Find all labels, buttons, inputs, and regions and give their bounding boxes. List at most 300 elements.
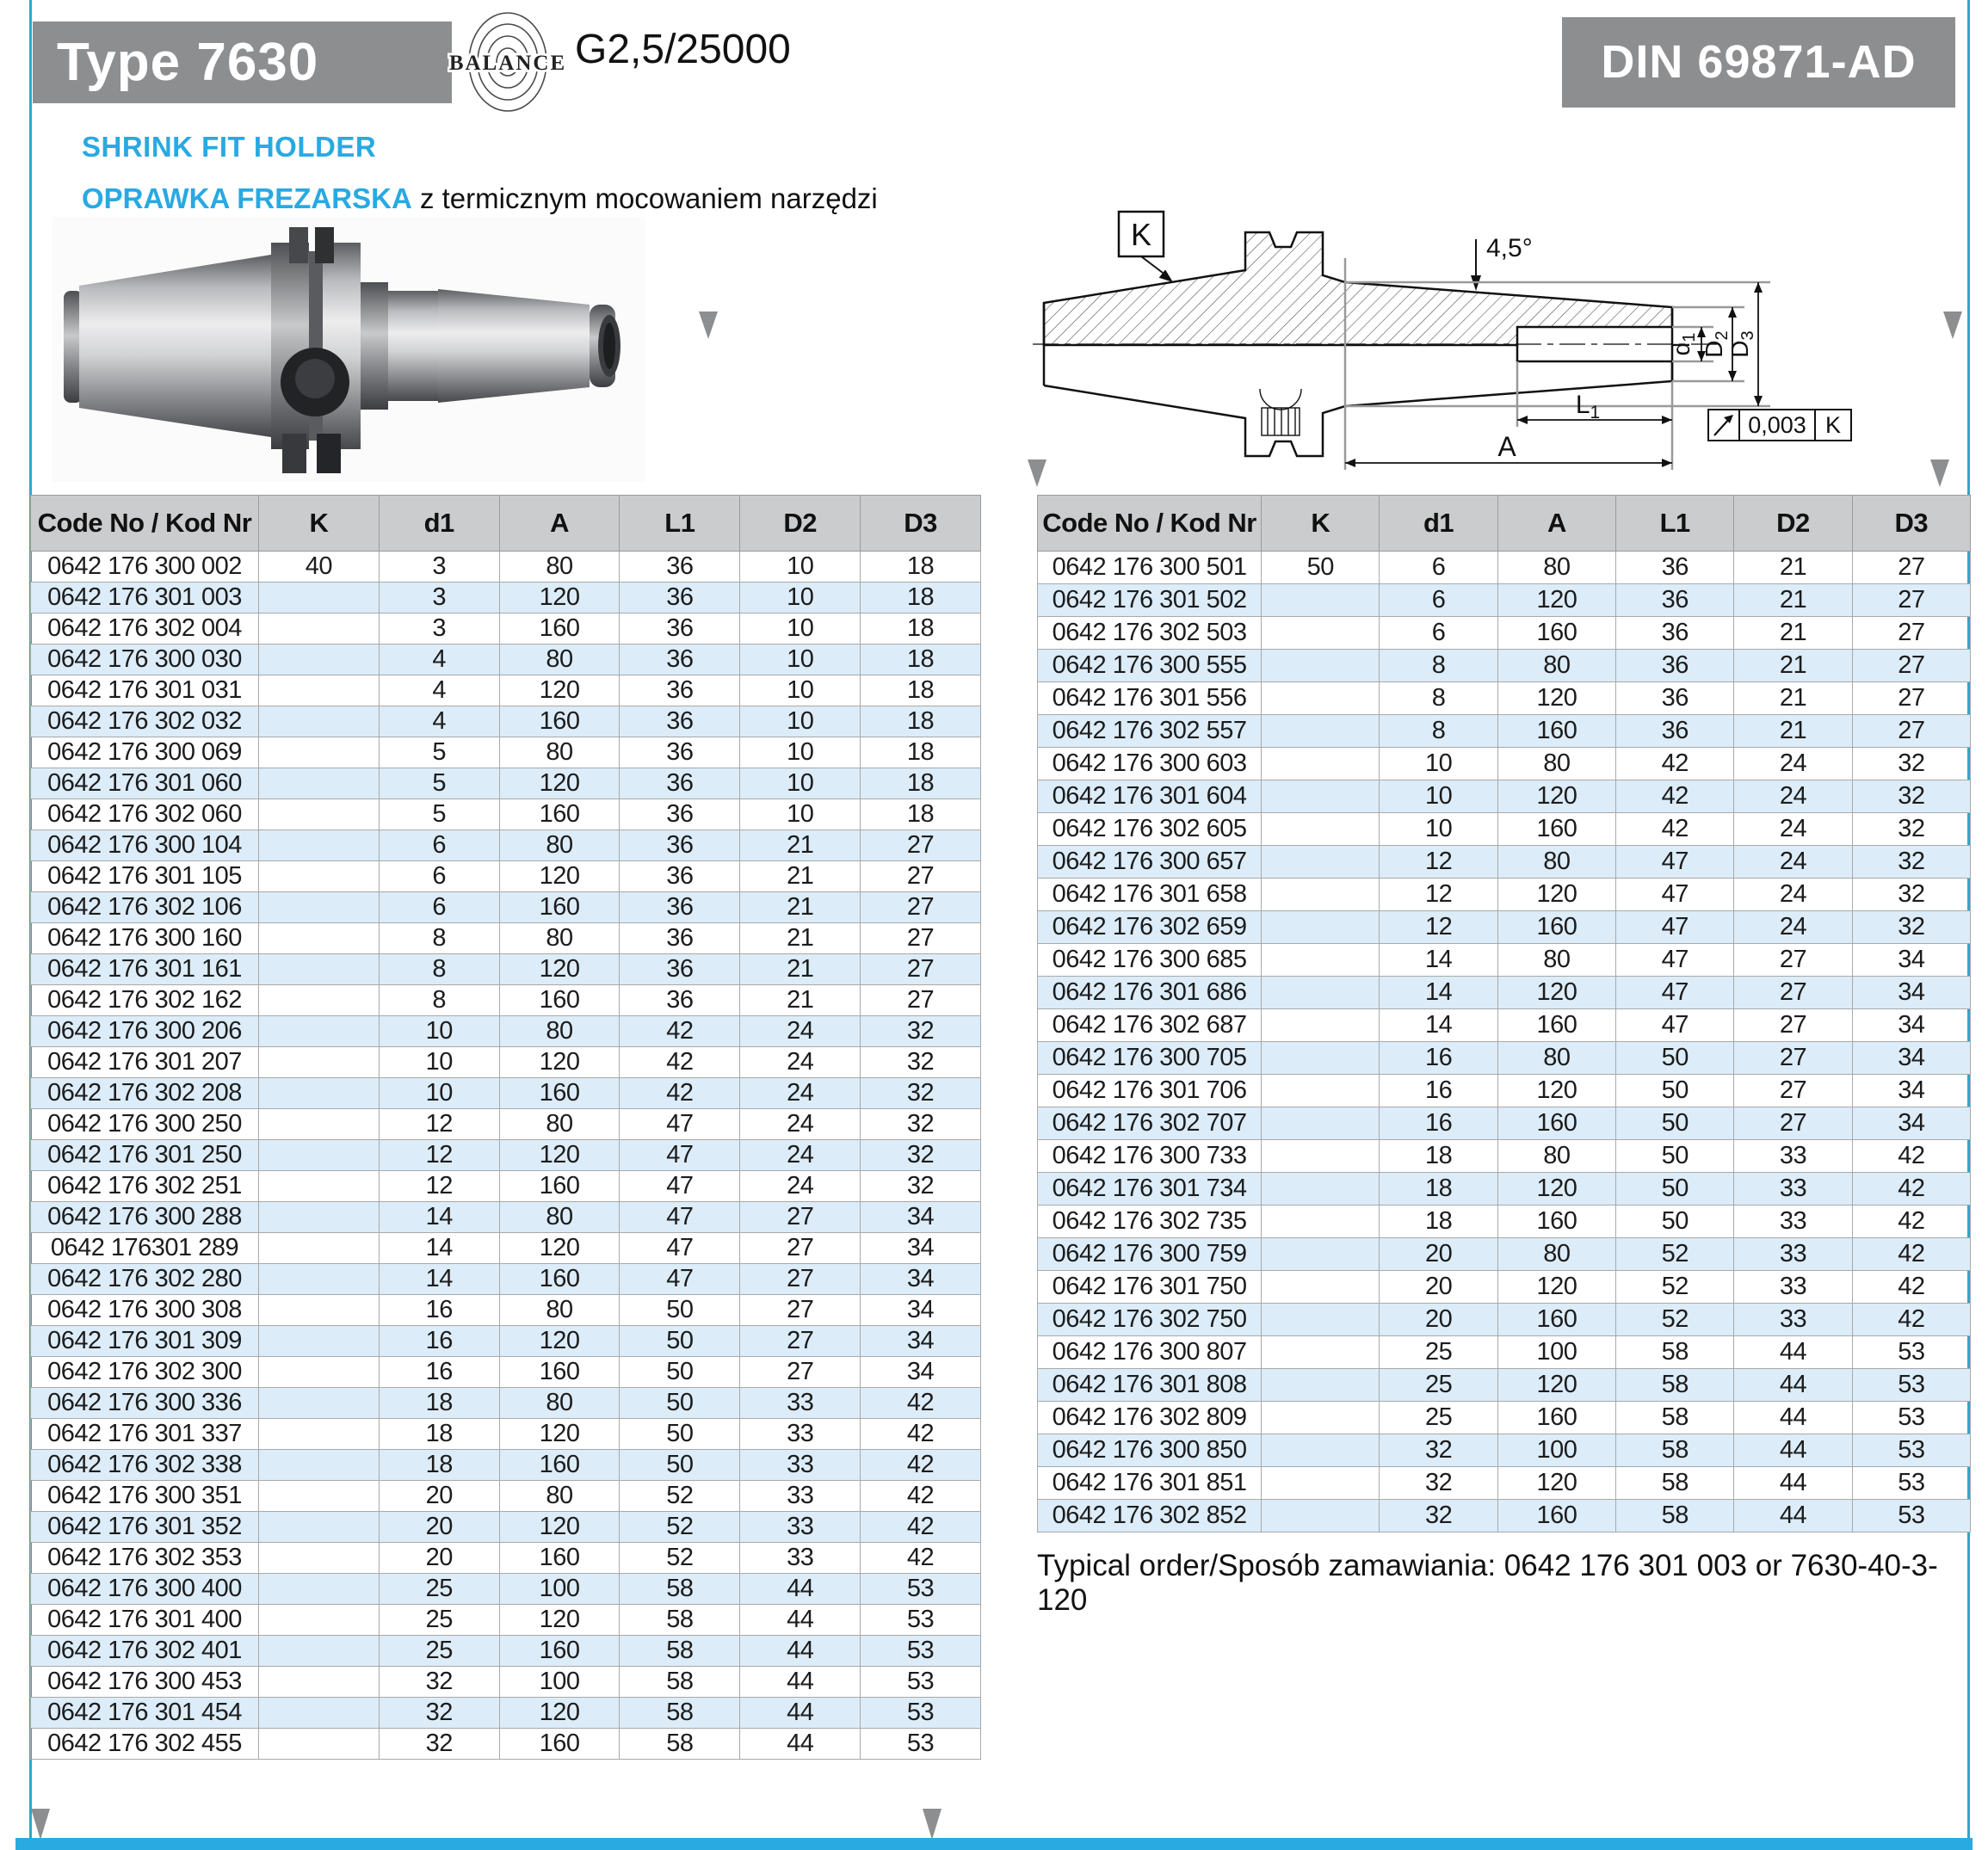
table-cell: 160 — [1497, 1107, 1615, 1140]
table-cell: 27 — [740, 1202, 861, 1233]
table-cell: 160 — [499, 799, 620, 830]
table-row — [31, 552, 981, 583]
table-cell: 0642 176 302 687 — [1038, 1009, 1262, 1042]
column-header: D3 — [861, 496, 981, 552]
table-row — [31, 1016, 981, 1047]
table-cell: 120 — [499, 583, 620, 614]
table-cell: 52 — [1616, 1238, 1734, 1271]
table-cell: 27 — [861, 923, 981, 954]
angle-label: 4,5° — [1486, 234, 1533, 262]
table-row — [31, 1636, 981, 1667]
table-cell: 36 — [620, 737, 740, 768]
table-cell: 21 — [740, 861, 861, 892]
table-cell: 42 — [1852, 1140, 1970, 1173]
column-header: K — [258, 496, 379, 552]
table-cell: 120 — [1497, 977, 1615, 1009]
table-cell: 44 — [1734, 1369, 1852, 1402]
table-row — [31, 737, 981, 768]
table-cell: 0642 176 300 501 — [1038, 552, 1262, 584]
table-cell: 10 — [740, 768, 861, 799]
table-cell — [258, 1295, 379, 1326]
table-cell: 44 — [1734, 1500, 1852, 1532]
table-cell — [1262, 1434, 1380, 1467]
column-header: L1 — [1616, 496, 1734, 552]
table-row — [31, 799, 981, 830]
table-cell: 27 — [1852, 584, 1970, 617]
table-cell: 0642 176 300 705 — [1038, 1042, 1262, 1075]
table-cell: 24 — [740, 1171, 861, 1202]
table-row — [31, 614, 981, 644]
table-cell: 33 — [1734, 1140, 1852, 1173]
table-cell: 14 — [1380, 1009, 1497, 1042]
table-cell — [258, 1481, 379, 1512]
table-cell: 33 — [1734, 1206, 1852, 1238]
table-cell: 8 — [1380, 715, 1497, 748]
column-header: d1 — [379, 496, 499, 552]
table-cell: 0642 176 302 809 — [1038, 1402, 1262, 1434]
table-cell: 47 — [1616, 1009, 1734, 1042]
table-cell: 160 — [1497, 1500, 1615, 1532]
table-cell: 0642 176 301 207 — [31, 1047, 259, 1078]
table-cell: 27 — [1734, 1042, 1852, 1075]
table-cell: 34 — [861, 1326, 981, 1357]
table-cell: 4 — [379, 675, 499, 706]
column-header: Code No / Kod Nr — [31, 496, 259, 552]
table-cell — [1262, 650, 1380, 682]
table-cell: 18 — [861, 799, 981, 830]
table-cell: 10 — [740, 614, 861, 644]
table-cell: 6 — [379, 830, 499, 861]
table-cell: 16 — [379, 1326, 499, 1357]
dim-d2-arrow-bottom — [1728, 371, 1737, 381]
table-cell: 33 — [740, 1512, 861, 1543]
table-cell — [258, 1047, 379, 1078]
table-cell: 58 — [620, 1698, 740, 1729]
table-cell: 32 — [1852, 748, 1970, 780]
table-cell: 34 — [861, 1264, 981, 1295]
table-cell: 0642 176 301 400 — [31, 1605, 259, 1636]
table-cell: 21 — [740, 923, 861, 954]
table-cell: 0642 176 302 208 — [31, 1078, 259, 1109]
column-marker-icon — [699, 311, 718, 339]
table-cell: 44 — [1734, 1434, 1852, 1467]
table-cell: 0642 176 302 004 — [31, 614, 259, 644]
column-marker-icon — [1930, 459, 1949, 487]
table-cell — [1262, 1271, 1380, 1304]
table-cell: 160 — [1497, 1304, 1615, 1336]
table-cell: 42 — [1852, 1238, 1970, 1271]
table-cell: 21 — [1734, 682, 1852, 715]
column-header: Code No / Kod Nr — [1038, 496, 1262, 552]
table-cell: 27 — [1852, 617, 1970, 650]
balance-logo — [448, 7, 568, 123]
table-row — [31, 1326, 981, 1357]
table-cell: 58 — [1616, 1500, 1734, 1532]
table-row — [31, 1233, 981, 1264]
column-marker-icon — [923, 1809, 942, 1840]
table-cell: 53 — [1852, 1500, 1970, 1532]
table-row — [31, 1202, 981, 1233]
table-cell: 12 — [379, 1171, 499, 1202]
table-cell: 0642 176 302 605 — [1038, 813, 1262, 846]
table-cell: 33 — [740, 1450, 861, 1481]
table-cell — [1262, 813, 1380, 846]
table-cell: 12 — [1380, 911, 1497, 944]
table-cell: 53 — [1852, 1336, 1970, 1369]
table-cell: 160 — [499, 614, 620, 644]
table-cell: 120 — [499, 1605, 620, 1636]
table-cell: 27 — [1734, 1075, 1852, 1107]
table-cell: 80 — [499, 923, 620, 954]
table-cell: 6 — [379, 861, 499, 892]
table-cell: 36 — [1616, 584, 1734, 617]
table-cell: 36 — [620, 954, 740, 985]
table-cell: 18 — [861, 583, 981, 614]
table-cell: 0642 176 301 352 — [31, 1512, 259, 1543]
table-cell: 33 — [740, 1388, 861, 1419]
column-header: D3 — [1852, 496, 1970, 552]
table-cell: 120 — [1497, 780, 1615, 813]
table-cell: 0642 176 302 659 — [1038, 911, 1262, 944]
table-cell: 36 — [620, 583, 740, 614]
table-cell: 120 — [499, 1512, 620, 1543]
table-row — [1038, 1140, 1971, 1173]
table-cell: 16 — [1380, 1042, 1497, 1075]
table-cell: 0642 176 300 308 — [31, 1295, 259, 1326]
table-cell: 0642 176 301 031 — [31, 675, 259, 706]
table-cell: 42 — [1852, 1173, 1970, 1206]
table-cell: 27 — [740, 1326, 861, 1357]
table-cell: 21 — [1734, 650, 1852, 682]
table-cell: 10 — [1380, 748, 1497, 780]
table-row — [1038, 715, 1971, 748]
table-cell: 120 — [1497, 584, 1615, 617]
table-cell: 0642 176 300 657 — [1038, 846, 1262, 879]
table-cell: 0642 176 302 162 — [31, 985, 259, 1016]
table-cell: 160 — [499, 1357, 620, 1388]
column-header: L1 — [620, 496, 740, 552]
table-cell: 33 — [1734, 1238, 1852, 1271]
page-footer-bar — [15, 1838, 1973, 1850]
table-cell: 34 — [1852, 1042, 1970, 1075]
table-cell: 44 — [1734, 1336, 1852, 1369]
table-cell: 0642 176 302 503 — [1038, 617, 1262, 650]
table-cell: 80 — [1497, 944, 1615, 977]
table-cell: 0642 176 301 003 — [31, 583, 259, 614]
table-cell: 0642 176 301 750 — [1038, 1271, 1262, 1304]
table-cell: 10 — [379, 1047, 499, 1078]
table-row — [1038, 1467, 1971, 1500]
table-cell: 42 — [620, 1078, 740, 1109]
table-cell: 32 — [1380, 1467, 1497, 1500]
table-cell: 34 — [1852, 944, 1970, 977]
table-cell — [1262, 1500, 1380, 1532]
table-cell: 120 — [1497, 1271, 1615, 1304]
table-cell: 34 — [861, 1295, 981, 1326]
table-cell: 80 — [499, 830, 620, 861]
dim-l1-label: $L_1$ — [1575, 391, 1601, 422]
table-cell — [258, 1171, 379, 1202]
table-row — [1038, 1434, 1971, 1467]
table-row — [31, 644, 981, 675]
table-cell: 0642 176 301 105 — [31, 861, 259, 892]
table-cell: 160 — [499, 1078, 620, 1109]
table-cell: 42 — [1852, 1304, 1970, 1336]
table-cell: 58 — [620, 1636, 740, 1667]
table-cell: 27 — [861, 985, 981, 1016]
table-cell — [258, 1636, 379, 1667]
table-row — [1038, 584, 1971, 617]
table-cell: 21 — [740, 985, 861, 1016]
table-cell — [1262, 1206, 1380, 1238]
table-cell: 32 — [861, 1078, 981, 1109]
table-row — [31, 1512, 981, 1543]
table-cell: 14 — [1380, 944, 1497, 977]
table-cell: 20 — [379, 1512, 499, 1543]
table-cell: 10 — [740, 644, 861, 675]
table-cell: 14 — [379, 1264, 499, 1295]
table-row — [1038, 1075, 1971, 1107]
table-cell: 50 — [1616, 1075, 1734, 1107]
runout-value: 0,003 — [1748, 412, 1806, 438]
table-cell: 0642 176 302 280 — [31, 1264, 259, 1295]
table-cell: 32 — [1380, 1434, 1497, 1467]
table-cell — [1262, 1467, 1380, 1500]
table-cell: 36 — [620, 706, 740, 737]
table-cell: 40 — [258, 552, 379, 583]
table-cell: 47 — [1616, 911, 1734, 944]
table-cell: 36 — [620, 861, 740, 892]
table-cell: 34 — [1852, 1107, 1970, 1140]
table-cell: 50 — [1616, 1042, 1734, 1075]
table-row — [31, 1698, 981, 1729]
table-cell — [258, 1078, 379, 1109]
table-cell: 44 — [740, 1636, 861, 1667]
table-cell — [1262, 617, 1380, 650]
table-row — [1038, 748, 1971, 780]
table-cell: 21 — [740, 954, 861, 985]
table-cell — [1262, 944, 1380, 977]
table-row — [1038, 1336, 1971, 1369]
table-cell: 32 — [379, 1667, 499, 1698]
table-cell — [1262, 977, 1380, 1009]
table-cell: 18 — [861, 768, 981, 799]
table-cell: 120 — [499, 1698, 620, 1729]
table-cell: 27 — [861, 830, 981, 861]
table-cell: 33 — [740, 1481, 861, 1512]
table-cell — [1262, 879, 1380, 911]
table-cell: 27 — [740, 1264, 861, 1295]
table-cell: 80 — [1497, 552, 1615, 584]
table-cell: 160 — [499, 1450, 620, 1481]
table-cell: 58 — [1616, 1336, 1734, 1369]
table-cell: 36 — [620, 923, 740, 954]
table-cell — [258, 892, 379, 923]
table-cell: 6 — [1380, 617, 1497, 650]
table-cell: 44 — [740, 1605, 861, 1636]
table-cell: 8 — [379, 954, 499, 985]
table-cell: 120 — [499, 768, 620, 799]
table-cell: 160 — [1497, 1009, 1615, 1042]
table-cell: 80 — [499, 1295, 620, 1326]
runout-datum: K — [1824, 412, 1842, 438]
table-cell: 0642 176 302 060 — [31, 799, 259, 830]
table-cell: 0642 176 301 604 — [1038, 780, 1262, 813]
table-cell: 18 — [861, 614, 981, 644]
table-cell: 32 — [861, 1140, 981, 1171]
table-row — [31, 1295, 981, 1326]
table-cell: 0642 176 301 851 — [1038, 1467, 1262, 1500]
table-cell: 10 — [740, 799, 861, 830]
technical-drawing — [1028, 207, 1971, 478]
table-cell: 0642 176 302 852 — [1038, 1500, 1262, 1532]
table-cell: 20 — [379, 1481, 499, 1512]
table-cell: 52 — [620, 1481, 740, 1512]
table-cell: 160 — [1497, 1402, 1615, 1434]
table-cell — [258, 1574, 379, 1605]
table-cell: 27 — [740, 1233, 861, 1264]
din-label-box — [1562, 17, 1955, 108]
table-row — [1038, 650, 1971, 682]
table-row — [1038, 1042, 1971, 1075]
table-row — [31, 706, 981, 737]
table-cell: 4 — [379, 706, 499, 737]
table-cell: 44 — [740, 1667, 861, 1698]
table-cell: 120 — [499, 1140, 620, 1171]
table-cell: 80 — [499, 1016, 620, 1047]
table-cell: 160 — [499, 1636, 620, 1667]
table-cell: 160 — [1497, 911, 1615, 944]
table-k50 — [1037, 495, 1971, 1532]
table-cell: 18 — [861, 644, 981, 675]
table-row — [31, 1109, 981, 1140]
column-header: K — [1262, 496, 1380, 552]
table-cell: 0642 176 302 557 — [1038, 715, 1262, 748]
dim-d3-label: $D_3$ — [1726, 330, 1757, 358]
table-cell: 0642 176 300 250 — [31, 1109, 259, 1140]
table-cell: 27 — [1852, 682, 1970, 715]
table-cell: 24 — [740, 1016, 861, 1047]
table-cell: 16 — [379, 1295, 499, 1326]
table-row — [1038, 1304, 1971, 1336]
table-cell: 32 — [1852, 879, 1970, 911]
table-cell: 16 — [1380, 1107, 1497, 1140]
table-cell: 52 — [620, 1512, 740, 1543]
table-cell: 0642 176 300 336 — [31, 1388, 259, 1419]
table-cell — [258, 583, 379, 614]
table-cell: 42 — [620, 1047, 740, 1078]
table-cell: 21 — [1734, 552, 1852, 584]
table-cell: 8 — [379, 923, 499, 954]
table-cell: 0642 176 300 807 — [1038, 1336, 1262, 1369]
table-row — [1038, 944, 1971, 977]
table-cell — [1262, 1140, 1380, 1173]
table-cell: 27 — [740, 1357, 861, 1388]
table-row — [31, 1388, 981, 1419]
table-cell: 5 — [379, 799, 499, 830]
table-cell: 50 — [1616, 1173, 1734, 1206]
table-cell: 0642 176 300 069 — [31, 737, 259, 768]
column-header: A — [1497, 496, 1615, 552]
table-cell: 3 — [379, 583, 499, 614]
table-cell: 0642 176 301 309 — [31, 1326, 259, 1357]
table-cell: 27 — [1734, 944, 1852, 977]
table-cell: 21 — [1734, 617, 1852, 650]
table-cell: 0642 176 300 288 — [31, 1202, 259, 1233]
table-cell: 53 — [1852, 1467, 1970, 1500]
table-cell: 12 — [1380, 879, 1497, 911]
table-row — [31, 1605, 981, 1636]
table-cell: 160 — [1497, 715, 1615, 748]
table-cell — [1262, 584, 1380, 617]
table-cell — [1262, 1173, 1380, 1206]
table-cell: 24 — [1734, 879, 1852, 911]
table-cell: 80 — [1497, 1238, 1615, 1271]
table-cell — [258, 985, 379, 1016]
table-cell: 36 — [620, 768, 740, 799]
table-cell: 0642 176 301 161 — [31, 954, 259, 985]
table-cell: 36 — [620, 985, 740, 1016]
table-cell: 6 — [1380, 552, 1497, 584]
table-cell: 160 — [499, 706, 620, 737]
table-cell: 10 — [740, 552, 861, 583]
table-cell: 36 — [1616, 650, 1734, 682]
table-cell: 0642 176 301 686 — [1038, 977, 1262, 1009]
table-cell — [258, 1698, 379, 1729]
table-cell: 160 — [499, 1543, 620, 1574]
table-cell: 53 — [861, 1667, 981, 1698]
table-cell: 0642 176301 289 — [31, 1233, 259, 1264]
table-row — [31, 1729, 981, 1760]
table-cell: 80 — [499, 1109, 620, 1140]
table-cell: 21 — [740, 892, 861, 923]
typical-order-note: Typical order/Sposób zamawiania: 0642 176 301 003 or 7630-40-3-120 — [1037, 1549, 1938, 1617]
table-cell — [1262, 911, 1380, 944]
table-cell: 160 — [499, 892, 620, 923]
dim-d2-arrow-top — [1728, 307, 1737, 318]
table-row — [31, 1171, 981, 1202]
table-cell — [1262, 682, 1380, 715]
table-row — [1038, 911, 1971, 944]
table-cell: 24 — [740, 1047, 861, 1078]
table-cell: 47 — [620, 1202, 740, 1233]
table-cell — [258, 1388, 379, 1419]
table-cell: 0642 176 300 160 — [31, 923, 259, 954]
table-cell — [258, 1357, 379, 1388]
column-marker-icon — [1028, 459, 1046, 487]
table-row — [1038, 682, 1971, 715]
table-cell: 53 — [861, 1729, 981, 1760]
table-cell: 120 — [499, 1233, 620, 1264]
table-cell: 8 — [379, 985, 499, 1016]
table-cell: 42 — [1616, 813, 1734, 846]
dim-d2-label: $D_2$ — [1701, 330, 1732, 358]
table-cell — [258, 1667, 379, 1698]
table-cell: 120 — [1497, 1369, 1615, 1402]
table-cell: 32 — [1380, 1500, 1497, 1532]
table-cell: 34 — [861, 1233, 981, 1264]
table-cell: 18 — [861, 737, 981, 768]
table-cell: 53 — [861, 1636, 981, 1667]
table-cell — [258, 1419, 379, 1450]
table-cell: 4 — [379, 644, 499, 675]
table-cell — [1262, 1336, 1380, 1369]
table-cell: 42 — [861, 1450, 981, 1481]
table-cell: 80 — [499, 1388, 620, 1419]
table-cell: 80 — [1497, 748, 1615, 780]
table-cell: 100 — [1497, 1434, 1615, 1467]
table-cell: 44 — [740, 1698, 861, 1729]
